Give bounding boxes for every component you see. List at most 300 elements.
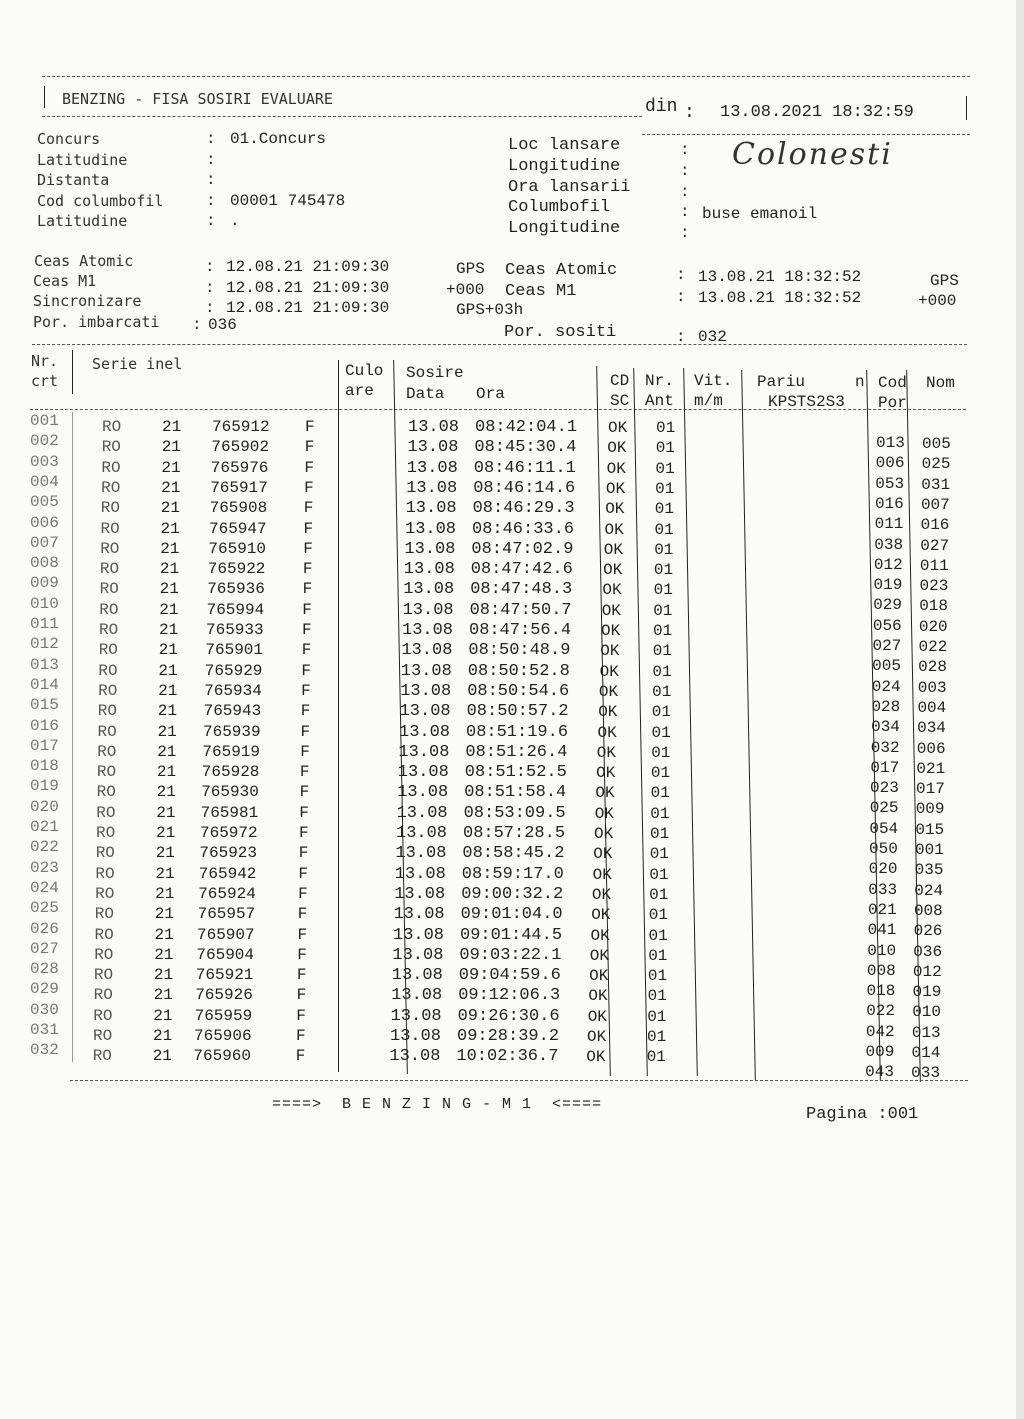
arrival-time: 08:51:58.4 — [464, 783, 567, 803]
nom: 018 — [919, 597, 948, 616]
cod-por: 021 — [867, 900, 897, 919]
arrival-date: 13.08 — [397, 783, 449, 803]
arrival-date: 13.08 — [390, 1006, 442, 1026]
country: RO — [101, 438, 121, 457]
col-sosire: Sosire — [406, 364, 464, 382]
row-number: 014 — [30, 675, 59, 694]
cd-sc-status: OK — [591, 885, 612, 904]
arrival-time: 09:28:39.2 — [457, 1027, 560, 1046]
year: 21 — [153, 1027, 173, 1045]
year: 21 — [156, 803, 176, 822]
nom: 005 — [922, 435, 951, 453]
sex: F — [301, 641, 312, 660]
col-cd: CD — [610, 372, 630, 390]
arrival-time: 08:50:48.9 — [468, 641, 571, 661]
ring-serial: 765928 — [201, 763, 260, 782]
year: 21 — [157, 722, 177, 741]
divider — [30, 409, 966, 410]
info-label: Loc lansare — [508, 136, 621, 155]
divider — [966, 96, 967, 120]
row-number: 020 — [30, 797, 59, 816]
year: 21 — [155, 844, 175, 863]
row-number: 024 — [30, 878, 59, 897]
country: RO — [93, 1006, 113, 1025]
cod-por: 006 — [875, 454, 905, 473]
ring-serial: 765902 — [211, 438, 269, 457]
arrival-date: 13.08 — [395, 844, 447, 864]
col-nr: Nr. — [31, 352, 59, 370]
year: 21 — [159, 580, 179, 599]
nr-ant: 01 — [646, 1048, 666, 1067]
country: RO — [99, 580, 119, 599]
cd-sc-status: OK — [588, 987, 608, 1006]
sex: F — [298, 884, 308, 903]
year: 21 — [156, 783, 176, 802]
cd-sc-status: OK — [604, 520, 624, 539]
year: 21 — [160, 499, 180, 518]
cd-sc-status: OK — [606, 459, 626, 478]
year: 21 — [155, 864, 175, 883]
nr-ant: 01 — [654, 520, 674, 539]
col-data: Data — [406, 385, 445, 403]
arrival-date: 13.08 — [399, 722, 451, 742]
sex: F — [302, 600, 312, 619]
col-cod: Cod — [878, 374, 907, 392]
nr-ant: 01 — [656, 419, 676, 437]
ring-serial: 765904 — [196, 945, 254, 964]
nom: 019 — [912, 983, 942, 1002]
arrival-time: 09:01:44.5 — [460, 925, 563, 945]
info-label: Latitudine — [37, 150, 128, 169]
colon: : — [206, 150, 216, 169]
country: RO — [100, 539, 120, 558]
cod-por: 056 — [872, 616, 902, 635]
report-title: BENZING - FISA SOSIRI EVALUARE — [62, 90, 333, 108]
footer-banner: ====> B E N Z I N G - M 1 <==== — [272, 1096, 603, 1113]
nom: 022 — [918, 638, 948, 656]
row-number: 021 — [30, 818, 59, 836]
nr-ant: 01 — [651, 703, 671, 722]
nr-ant: 01 — [651, 723, 671, 742]
nr-ant: 01 — [650, 764, 671, 783]
arrival-date: 13.08 — [394, 884, 446, 904]
sex: F — [296, 1027, 306, 1045]
cod-por: 024 — [871, 677, 901, 696]
nom: 014 — [911, 1044, 941, 1062]
col-culoare-2: are — [345, 382, 374, 400]
nr-ant: 01 — [647, 987, 667, 1006]
colon: : — [676, 266, 686, 284]
year: 21 — [162, 418, 182, 436]
year: 21 — [154, 925, 174, 944]
country: RO — [92, 1047, 112, 1066]
arrival-time: 08:47:42.6 — [470, 560, 573, 580]
nom: 007 — [920, 495, 950, 514]
nr-ant: 01 — [653, 561, 674, 580]
nom: 035 — [914, 861, 944, 880]
arrival-time: 08:47:50.7 — [469, 600, 572, 620]
nr-ant: 01 — [652, 642, 672, 661]
arrival-time: 08:51:19.6 — [466, 722, 569, 742]
row-number: 005 — [30, 493, 59, 512]
cod-por: 018 — [866, 982, 896, 1001]
cod-por: 011 — [874, 515, 904, 534]
sex: F — [299, 763, 310, 782]
sex: F — [304, 458, 314, 477]
ring-serial: 765981 — [200, 803, 259, 822]
nom: 009 — [915, 800, 945, 819]
info-label: Distanta — [37, 171, 110, 189]
year: 21 — [161, 438, 181, 457]
col-pariu-n: n — [855, 373, 865, 391]
colon: : — [206, 191, 216, 210]
ring-serial: 765959 — [194, 1006, 253, 1025]
nom: 036 — [913, 942, 943, 961]
col-culoare: Culo — [345, 362, 384, 380]
arrival-time: 08:46:11.1 — [473, 458, 576, 478]
divider — [72, 412, 73, 1062]
colon: : — [680, 141, 690, 159]
cod-por: 012 — [873, 555, 903, 574]
nom: 033 — [911, 1064, 940, 1083]
year: 21 — [157, 742, 177, 761]
arrival-time: 08:53:09.5 — [463, 803, 566, 823]
row-number: 017 — [30, 736, 59, 755]
nr-ant: 01 — [654, 540, 674, 559]
cd-sc-status: OK — [603, 540, 623, 559]
nom: 017 — [916, 780, 945, 799]
country: RO — [97, 702, 117, 721]
arrival-date: 13.08 — [399, 702, 451, 722]
col-nr-ant: Nr. — [645, 372, 674, 390]
colon: : — [676, 288, 686, 306]
divider — [42, 116, 642, 117]
arrival-time: 08:59:17.0 — [461, 864, 564, 884]
cd-sc-status: OK — [596, 743, 616, 762]
arrival-date: 13.08 — [391, 966, 443, 986]
sincronizare-timezone: GPS+03h — [456, 301, 524, 319]
ring-serial: 765901 — [205, 641, 263, 660]
arrival-time: 08:47:02.9 — [471, 539, 574, 559]
label-imbarcati: Por. imbarcati — [33, 313, 160, 331]
sex: F — [303, 499, 314, 518]
nom: 012 — [912, 962, 942, 981]
arrival-date: 13.08 — [393, 925, 445, 945]
sex: F — [304, 478, 314, 497]
country: RO — [94, 945, 114, 964]
ring-serial: 765957 — [197, 905, 256, 924]
sex: F — [296, 1006, 306, 1025]
nom: 021 — [916, 759, 946, 778]
ring-serial: 765907 — [197, 925, 255, 944]
nom: 023 — [919, 577, 949, 596]
colon: : — [680, 182, 690, 201]
nr-ant: 01 — [653, 581, 673, 600]
country: RO — [96, 763, 117, 782]
sex: F — [304, 438, 315, 457]
sex: F — [299, 824, 309, 842]
ring-serial: 765923 — [199, 844, 257, 863]
cd-sc-status: OK — [594, 804, 614, 823]
country: RO — [99, 621, 119, 639]
arrival-time: 08:47:48.3 — [470, 580, 573, 600]
right-ceas-m1-offset: +000 — [918, 292, 957, 310]
right-ceas-atomic-value: 13.08.21 18:32:52 — [698, 268, 862, 286]
sex: F — [298, 864, 308, 883]
nom: 031 — [921, 475, 951, 494]
country: RO — [102, 418, 122, 436]
label-sincronizare: Sincronizare — [33, 292, 142, 310]
cod-por: 019 — [873, 576, 903, 595]
country: RO — [97, 722, 117, 741]
arrival-time: 08:51:26.4 — [465, 742, 568, 762]
col-ant: Ant — [645, 392, 674, 410]
row-number: 029 — [30, 980, 59, 999]
sex: F — [297, 925, 308, 944]
handwritten-location: Colonesti — [732, 137, 893, 172]
col-crt: crt — [31, 372, 59, 390]
arrival-date: 13.08 — [402, 600, 454, 620]
arrival-date: 13.08 — [403, 560, 455, 580]
ring-serial: 765908 — [209, 499, 268, 518]
ring-serial: 765922 — [207, 560, 266, 579]
nr-ant: 01 — [648, 926, 668, 945]
nr-ant: 01 — [653, 622, 673, 640]
colon: : — [206, 171, 216, 189]
ring-serial: 765934 — [204, 681, 262, 700]
nr-ant: 01 — [647, 1028, 667, 1046]
arrival-time: 09:03:22.1 — [459, 945, 562, 965]
country: RO — [100, 499, 120, 518]
cod-por: 010 — [867, 941, 897, 960]
nr-ant: 01 — [648, 906, 668, 925]
col-ora: Ora — [476, 385, 505, 403]
ceas-m1-value: 12.08.21 21:09:30 — [226, 279, 390, 297]
ring-serial: 765919 — [202, 742, 260, 761]
row-number: 004 — [30, 472, 59, 491]
ring-serial: 765930 — [201, 783, 259, 802]
cd-sc-status: OK — [596, 764, 616, 783]
sex: F — [297, 945, 307, 964]
arrival-date: 13.08 — [400, 661, 452, 681]
divider — [642, 134, 970, 135]
col-serie-inel: Serie inel — [92, 355, 183, 373]
sex: F — [305, 418, 315, 436]
cd-sc-status: OK — [586, 1048, 606, 1067]
info-label: Cod columbofil — [37, 191, 164, 210]
nom: 008 — [913, 901, 943, 920]
country: RO — [93, 966, 114, 985]
sex: F — [303, 519, 314, 538]
arrival-date: 13.08 — [405, 499, 457, 519]
nom: 027 — [920, 536, 950, 555]
cd-sc-status: OK — [592, 865, 612, 884]
country: RO — [94, 925, 114, 944]
row-number: 008 — [30, 554, 59, 573]
sex: F — [302, 560, 313, 579]
nr-ant: 01 — [649, 885, 669, 904]
colon: : — [680, 224, 690, 243]
arrival-time: 08:45:30.4 — [474, 438, 577, 458]
colon: : — [205, 258, 225, 276]
nr-ant: 01 — [650, 804, 670, 823]
imbarcati-value: 036 — [208, 316, 237, 334]
report-date: 13.08.2021 18:32:59 — [720, 103, 914, 122]
cd-sc-status: OK — [589, 967, 609, 986]
ring-serial: 765972 — [200, 824, 258, 842]
colon: : — [680, 203, 690, 222]
nom: 034 — [917, 719, 946, 738]
cod-por: 009 — [865, 1043, 895, 1061]
cod-por: 017 — [870, 758, 900, 777]
cod-por: 022 — [866, 1002, 895, 1021]
colon: : — [205, 299, 215, 317]
nom: 028 — [918, 658, 947, 677]
sositi-value: 032 — [698, 328, 727, 346]
country: RO — [95, 864, 115, 883]
country: RO — [94, 905, 114, 924]
sex: F — [303, 539, 313, 558]
arrival-time: 09:12:06.3 — [458, 986, 561, 1006]
divider — [32, 344, 967, 345]
sex: F — [302, 580, 313, 599]
cd-sc-status: OK — [605, 479, 626, 498]
ring-serial: 765910 — [208, 539, 266, 558]
arrival-time: 09:26:30.6 — [457, 1006, 560, 1026]
arrival-date: 13.08 — [400, 681, 452, 701]
cod-por: 034 — [871, 718, 900, 737]
country: RO — [96, 803, 116, 822]
nr-ant: 01 — [651, 743, 671, 762]
col-por: Por — [878, 394, 907, 412]
cod-por: 008 — [866, 961, 896, 980]
sex: F — [300, 702, 311, 721]
arrival-date: 13.08 — [403, 580, 455, 600]
row-number: 028 — [30, 960, 59, 979]
col-nom: Nom — [926, 374, 955, 392]
arrival-date: 13.08 — [393, 905, 445, 925]
year: 21 — [153, 966, 174, 985]
cod-por: 005 — [872, 657, 901, 676]
ring-serial: 765924 — [198, 884, 256, 903]
row-number: 003 — [30, 452, 59, 471]
country: RO — [95, 844, 115, 863]
nom: 025 — [921, 455, 951, 474]
cd-sc-status: OK — [602, 581, 622, 600]
colon: : — [680, 161, 690, 180]
year: 21 — [156, 824, 176, 842]
label-ceas-atomic: Ceas Atomic — [34, 252, 134, 270]
row-number: 009 — [30, 574, 59, 593]
cod-por: 032 — [870, 738, 900, 757]
ring-serial: 765994 — [206, 600, 265, 619]
sex: F — [295, 1047, 306, 1066]
row-number: 015 — [30, 696, 59, 715]
country: RO — [100, 519, 120, 538]
ring-serial: 765936 — [207, 580, 265, 599]
country: RO — [99, 560, 120, 579]
info-label: Longitudine — [508, 219, 621, 239]
ring-serial: 765929 — [204, 661, 263, 680]
arrival-time: 08:46:29.3 — [472, 499, 575, 519]
nom: 015 — [915, 820, 945, 839]
cd-sc-status: OK — [590, 926, 610, 945]
cd-sc-status: OK — [601, 622, 621, 640]
year: 21 — [158, 661, 178, 680]
cod-por: 042 — [865, 1022, 895, 1041]
sex: F — [298, 844, 309, 863]
divider — [683, 368, 698, 1076]
row-number: 001 — [30, 412, 59, 430]
year: 21 — [156, 763, 177, 782]
arrival-time: 10:02:36.7 — [456, 1047, 559, 1067]
country: RO — [95, 884, 115, 903]
nr-ant: 01 — [649, 845, 669, 864]
nom: 026 — [913, 922, 943, 941]
date-label: din — [645, 97, 678, 117]
year: 21 — [161, 478, 181, 497]
country: RO — [98, 661, 118, 680]
arrival-time: 08:50:54.6 — [467, 681, 570, 701]
sex: F — [300, 742, 310, 761]
year: 21 — [157, 702, 177, 721]
divider — [633, 368, 648, 1076]
cod-por: 013 — [876, 434, 905, 452]
nr-ant: 01 — [654, 500, 674, 519]
cod-por: 020 — [868, 860, 898, 879]
nr-ant: 01 — [648, 946, 668, 965]
arrival-time: 08:50:57.2 — [466, 702, 569, 722]
sex: F — [302, 621, 312, 639]
arrival-date: 13.08 — [396, 824, 448, 843]
cd-sc-status: OK — [597, 723, 617, 742]
arrival-date: 13.08 — [406, 478, 458, 498]
nom: 004 — [917, 698, 947, 717]
nom: 003 — [917, 678, 947, 697]
row-number: 022 — [30, 838, 59, 857]
year: 21 — [158, 641, 178, 660]
right-ceas-atomic-source: GPS — [930, 272, 959, 290]
nr-ant: 01 — [655, 459, 675, 478]
ring-serial: 765912 — [212, 418, 270, 436]
page-number: Pagina :001 — [806, 1105, 919, 1124]
info-label: Latitudine — [37, 212, 128, 230]
row-number: 026 — [30, 919, 59, 938]
right-ceas-m1-value: 13.08.21 18:32:52 — [698, 289, 862, 307]
cd-sc-status: OK — [598, 682, 619, 701]
year: 21 — [154, 905, 174, 924]
nr-ant: 01 — [655, 479, 675, 498]
arrival-time: 08:57:28.5 — [463, 824, 566, 843]
arrival-time: 08:50:52.8 — [467, 661, 570, 681]
country: RO — [99, 600, 119, 619]
year: 21 — [152, 1047, 172, 1066]
cd-sc-status: OK — [600, 642, 620, 661]
country: RO — [93, 986, 113, 1005]
row-number: 030 — [30, 1000, 59, 1019]
year: 21 — [155, 884, 175, 903]
year: 21 — [153, 1006, 173, 1025]
arrival-date: 13.08 — [407, 438, 459, 458]
ring-serial: 765917 — [210, 478, 268, 497]
cd-sc-status: OK — [587, 1007, 607, 1026]
cd-sc-status: OK — [595, 784, 615, 803]
country: RO — [101, 478, 121, 497]
colon: : — [205, 279, 215, 297]
page-edge — [1016, 0, 1024, 1419]
col-viteza: Vit. — [694, 372, 733, 390]
info-value: buse emanoil — [702, 205, 818, 224]
